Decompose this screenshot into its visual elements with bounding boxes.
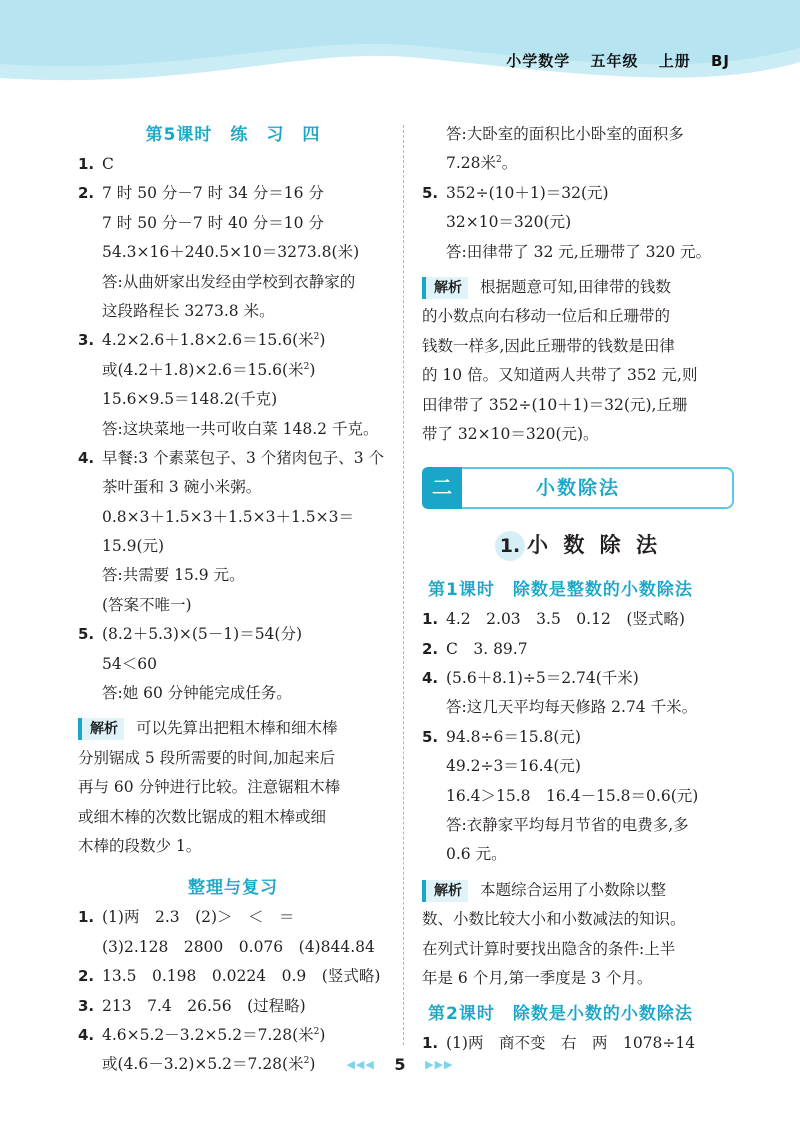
header-volume: 上册 (658, 52, 691, 70)
analysis-line: 田律带了 352÷(10＋1)＝32(元),丘珊 (422, 395, 688, 414)
answer-text: (1)两 2.3 (2)＞ ＜ ＝ (102, 908, 295, 927)
lesson5-title-3: 四 (302, 125, 321, 145)
answer-line (78, 150, 388, 179)
answer-text-tail: ) (309, 360, 316, 379)
answer-text: 答:大卧室的面积比小卧室的面积多 (446, 125, 684, 143)
analysis-line: 分别锯成 5 段所需要的时间,加起来后 (78, 748, 336, 767)
answer-line (78, 620, 388, 649)
section-title (422, 515, 734, 575)
lesson5-title-1: 练 (230, 125, 249, 145)
answer-line (422, 811, 734, 840)
answer-text: 13.5 0.198 0.0224 0.9 (竖式略) (102, 967, 381, 986)
answer-line (78, 473, 388, 502)
question-number: 2. (422, 639, 439, 658)
superscript: 2 (313, 1026, 320, 1037)
question-number: 4. (78, 448, 95, 467)
lesson1-heading (422, 575, 734, 605)
answer-text: 15.6×9.5＝148.2(千克) (102, 390, 278, 409)
unit-title: 小数除法 (535, 477, 620, 500)
answer-text-tail: ) (309, 1055, 316, 1074)
answer-text: 这段路程长 3273.8 米。 (102, 301, 275, 320)
answer-line (78, 444, 388, 473)
question-number: 2. (78, 967, 95, 986)
analysis-text: 可以先算出把粗木棒和细木棒 (136, 719, 338, 738)
answer-text: 4.2 2.03 3.5 0.12 (竖式略) (446, 610, 685, 629)
answer-text: 答:这块菜地一共可收白菜 148.2 千克。 (102, 419, 379, 438)
lesson5-heading (78, 120, 388, 150)
column-divider (403, 125, 404, 1045)
header-wave (0, 0, 800, 95)
analysis-line: 木棒的段数少 1。 (78, 836, 202, 855)
analysis-line: 年是 6 个月,第一季度是 3 个月。 (422, 968, 653, 987)
answer-text: 早餐:3 个素菜包子、3 个猪肉包子、3 个 (102, 448, 385, 467)
question-number: 4. (422, 669, 439, 688)
answer-line (422, 605, 734, 634)
answer-line (422, 149, 734, 178)
answer-line (422, 752, 734, 781)
answer-line (78, 903, 388, 932)
header-edition: BJ (710, 52, 730, 70)
answer-text: 0.8×3＋1.5×3＋1.5×3＋1.5×3＝ (102, 507, 354, 526)
review-heading: 整理与复习 (188, 878, 278, 899)
answer-text: 7.28米 (446, 154, 497, 173)
answer-line (78, 385, 388, 414)
analysis-block-left (78, 714, 388, 743)
answer-text: (8.2＋5.3)×(5－1)＝54(分) (102, 625, 303, 644)
analysis-tag: 解析 (422, 880, 468, 902)
answer-text: C (102, 155, 114, 173)
superscript: 2 (313, 332, 320, 343)
superscript: 2 (303, 1056, 310, 1067)
answer-line (78, 1021, 388, 1050)
answer-text: 94.8÷6＝15.8(元) (446, 727, 581, 746)
answer-text: 答:衣静家平均每月节省的电费多,多 (446, 816, 689, 835)
answer-line (422, 238, 734, 267)
answer-text: (5.6＋8.1)÷5＝2.74(千米) (446, 669, 639, 688)
answer-text: 茶叶蛋和 3 碗小米粥。 (102, 478, 262, 497)
answer-text: 32×10＝320(元) (446, 213, 572, 232)
right-column (422, 120, 734, 1059)
answer-text: 答:她 60 分钟能完成任务。 (102, 684, 292, 703)
answer-line (78, 532, 388, 561)
lesson5-title-2: 习 (266, 125, 285, 145)
answer-line (422, 120, 734, 149)
analysis-tag: 解析 (422, 277, 468, 299)
continued-answers (422, 120, 734, 267)
section-number: 1. (495, 531, 525, 561)
analysis-line: 的小数点向右移动一位后和丘珊带的 (422, 307, 671, 326)
analysis-block-right-2 (422, 876, 734, 905)
answer-text: C 3. 89.7 (446, 639, 528, 658)
page-footer (0, 1054, 800, 1074)
analysis-line: 的 10 倍。又知道两人共带了 352 元,则 (422, 366, 698, 385)
analysis-line: 或细木棒的次数比锯成的粗木棒或细 (78, 807, 327, 826)
answer-text: 54.3×16＋240.5×10＝3273.8(米) (102, 243, 360, 262)
answer-text: 0.6 元。 (446, 845, 507, 864)
answer-line (78, 209, 388, 238)
answer-line (78, 679, 388, 708)
answer-text: 或(4.2＋1.8)×2.6＝15.6(米 (102, 360, 304, 379)
answer-line (78, 561, 388, 590)
analysis-line: 数、小数比较大小和小数减法的知识。 (422, 910, 686, 929)
header-grade: 五年级 (590, 52, 639, 70)
answer-text: 15.9(元) (102, 537, 165, 556)
next-arrows-icon: ▶▶▶ (425, 1058, 454, 1071)
answer-text: 213 7.4 26.56 (过程略) (102, 996, 306, 1015)
analysis-tag: 解析 (78, 718, 124, 740)
answer-text-tail: ) (319, 331, 326, 350)
answer-line (78, 591, 388, 620)
answer-text: 7 时 50 分－7 时 34 分＝16 分 (102, 184, 324, 203)
lesson5-label: 第5课时 (145, 125, 213, 145)
answer-line (78, 415, 388, 444)
analysis-block-right-1 (422, 273, 734, 302)
answer-text: 49.2÷3＝16.4(元) (446, 757, 581, 776)
answer-line (422, 635, 734, 664)
section-title-text: 小 数 除 法 (527, 533, 661, 558)
header-subject: 小学数学 (506, 52, 571, 70)
header-info (492, 50, 730, 71)
lesson1-title: 除数是整数的小数除法 (512, 580, 693, 601)
analysis-line: 再与 60 分钟进行比较。注意锯粗木棒 (78, 778, 341, 797)
analysis-line: 钱数一样多,因此丘珊带的钱数是田律 (422, 336, 675, 355)
answer-line (78, 650, 388, 679)
question-number: 1. (78, 155, 95, 173)
answer-line (78, 503, 388, 532)
left-column (78, 120, 388, 1080)
analysis-text-block (422, 302, 734, 449)
analysis-text: 本题综合运用了小数除以整 (480, 880, 667, 899)
answer-line (78, 933, 388, 962)
lesson5-answers (78, 150, 388, 708)
unit-number: 二 (422, 467, 462, 509)
question-number: 1. (78, 908, 95, 927)
answer-text: 16.4＞15.8 16.4－15.8＝0.6(元) (446, 786, 699, 805)
answer-line (78, 238, 388, 267)
analysis-text-block (78, 744, 388, 862)
answer-line (422, 179, 734, 208)
question-number: 3. (78, 996, 95, 1015)
answer-line (422, 208, 734, 237)
answer-text: 4.6×5.2－3.2×5.2＝7.28(米 (102, 1025, 314, 1044)
prev-arrows-icon: ◀◀◀ (346, 1058, 375, 1071)
lesson1-answers (422, 605, 734, 870)
answer-line (422, 693, 734, 722)
page-number: 5 (394, 1055, 406, 1074)
answer-text: (3)2.128 2800 0.076 (4)844.84 (102, 937, 375, 956)
answer-text: (1)两 商不变 右 两 1078÷14 (446, 1034, 696, 1053)
lesson2-title: 除数是小数的小数除法 (512, 1004, 693, 1025)
answer-text: 答:田律带了 32 元,丘珊带了 320 元。 (446, 242, 712, 261)
question-number: 3. (78, 331, 95, 350)
answer-line (78, 326, 388, 355)
answer-text: 或(4.6－3.2)×5.2＝7.28(米 (102, 1055, 304, 1074)
answer-text: 4.2×2.6＋1.8×2.6＝15.6(米 (102, 331, 314, 350)
answer-line (422, 782, 734, 811)
question-number: 2. (78, 184, 95, 203)
answer-line (78, 268, 388, 297)
answer-line (78, 356, 388, 385)
analysis-line: 带了 32×10＝320(元)。 (422, 424, 599, 443)
answer-text: 7 时 50 分－7 时 40 分＝10 分 (102, 213, 324, 232)
answer-text: 答:这几天平均每天修路 2.74 千米。 (446, 698, 698, 717)
answer-text-tail: 。 (501, 154, 518, 173)
answer-line (422, 664, 734, 693)
question-number: 4. (78, 1025, 95, 1044)
answer-line (422, 840, 734, 869)
lesson1-label: 第1课时 (428, 580, 495, 601)
question-number: 5. (78, 625, 95, 644)
analysis-line: 在列式计算时要找出隐含的条件:上半 (422, 939, 676, 958)
answer-text: 54＜60 (102, 654, 157, 673)
superscript: 2 (496, 155, 502, 166)
answer-line (78, 992, 388, 1021)
answer-text: 答:从曲妍家出发经由学校到衣静家的 (102, 272, 356, 291)
answer-line (78, 179, 388, 208)
answer-line (78, 962, 388, 991)
answer-text: 答:共需要 15.9 元。 (102, 566, 245, 585)
analysis-text: 根据题意可知,田律带的钱数 (480, 277, 671, 296)
question-number: 5. (422, 727, 439, 746)
answer-text: 352÷(10＋1)＝32(元) (446, 183, 609, 202)
question-number: 1. (422, 610, 439, 629)
lesson2-label: 第2课时 (428, 1004, 495, 1025)
question-number: 1. (422, 1034, 439, 1053)
answer-text: (答案不唯一) (102, 595, 192, 614)
superscript: 2 (303, 361, 310, 372)
question-number: 5. (422, 183, 439, 202)
analysis-text-block (422, 905, 734, 993)
unit-banner (422, 467, 734, 509)
lesson2-heading (422, 999, 734, 1029)
answer-line (422, 723, 734, 752)
answer-text-tail: ) (319, 1025, 326, 1044)
answer-line (78, 297, 388, 326)
